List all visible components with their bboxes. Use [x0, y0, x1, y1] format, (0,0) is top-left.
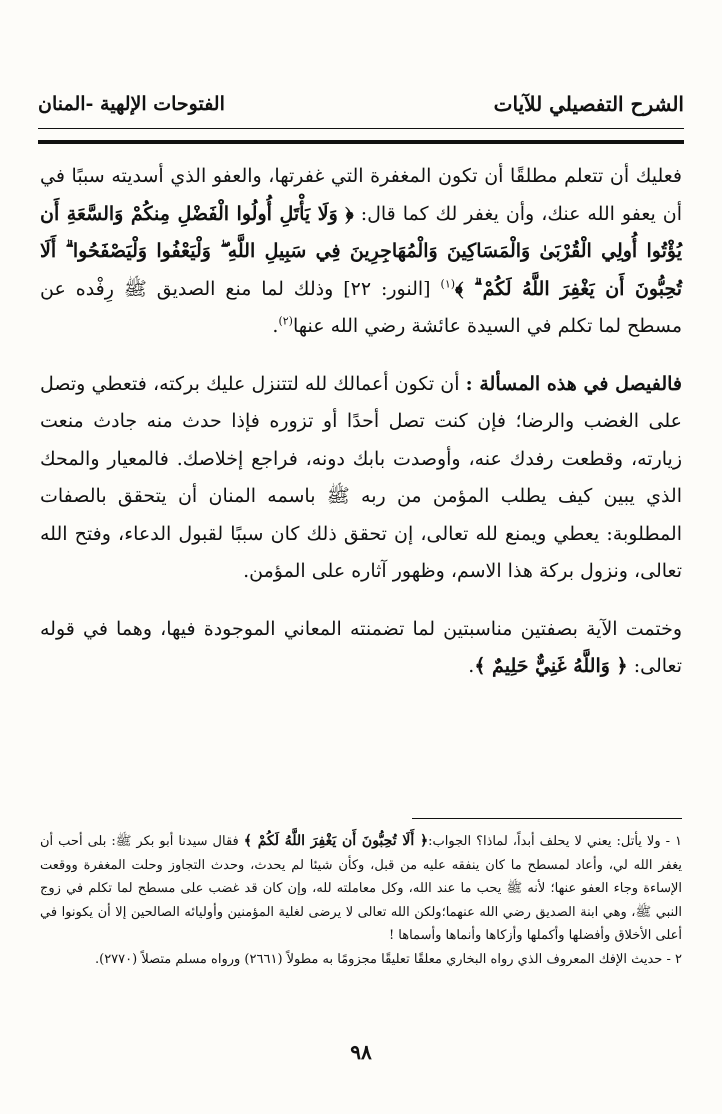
header-rule-thin	[38, 128, 684, 129]
paragraph-2-text: أن تكون أعمالك لله لتتنزل عليك بركته، فتعطي وتصل على الغضب والرضا؛ فإن كنت تصل أحدًا أو تزوره فإذا حدث منه جادث منعت زيارته، وقطعت رفدك عنه، وأوصدت بابك دونه، فراجع إخلاصك. فالمعيار والمحك الذي يبين كيف يطلب المؤمن من ربه ﷺ باسمه المنان أن يتحقق بالصفات المطلوبة: يعطي ويمنع لله تعالى، إن تحقق ذلك كان سببًا لقبول الدعاء، وفتح الله تعالى، ونزول بركة هذا الاسم، وظهور آثاره على المؤمن.	[40, 372, 682, 582]
paragraph-3-end: .	[468, 655, 475, 677]
footnote-separator	[412, 818, 682, 819]
main-text	[40, 158, 682, 686]
footnote-ref-2: (٢)	[278, 314, 293, 328]
quran-verse-2: ﴿ وَاللَّهُ غَنِيٌّ حَلِيمٌ ﴾	[474, 655, 628, 677]
quran-verse-1: ﴿ وَلَا يَأْتَلِ أُولُوا الْفَضْلِ مِنكُمْ وَالسَّعَةِ أَن يُؤْتُوا أُولِي الْقُرْبَىٰ وَالْمَسَاكِينَ وَالْمُهَاجِرِينَ فِي سَبِيلِ اللَّهِ ۖ وَلْيَعْفُوا وَلْيَصْفَحُوا ۗ أَلَا تُحِبُّونَ أَن يَغْفِرَ اللَّهُ لَكُمْ ۗ ﴾	[40, 202, 682, 300]
paragraph-2	[40, 366, 682, 591]
footnote-2: ٢ - حديث الإفك المعروف الذي رواه البخاري معلقًا تعليقًا مجزومًا به مطولاً (٢٦٦١) ورواه مسلم متصلاً (٢٧٧٠).	[94, 951, 682, 967]
paragraph-1-text-b: [النور: ٢٢] وذلك لما منع الصديق ﷺ رِفْده عن مسطح لما تكلم في السيدة عائشة رضي الله عنها	[40, 277, 682, 337]
paragraph-1	[40, 158, 682, 346]
footnote-1-text-a: ١ - ولا يأتل: يعني لا يحلف أبداً، لماذا؟ الجواب:	[428, 834, 682, 849]
paragraph-3	[40, 611, 682, 686]
paragraph-1-text-a: فعليك أن تتعلم مطلقًا أن تكون المغفرة التي غفرتها، والعفو الذي أسديته سببًا في أن يعفو الله عنك، وأن يغفر لك كما قال:	[40, 165, 682, 225]
footnote-ref-1: (١)	[440, 277, 456, 291]
paragraph-1-end: .	[272, 315, 279, 337]
header-rule-thick	[38, 140, 684, 144]
footnote-1-verse: ﴿ أَلَا تُحِبُّونَ أَن يَغْفِرَ اللَّهُ لَكُمْ ﴾	[243, 833, 429, 849]
paragraph-3-text: وختمت الآية بصفتين مناسبتين لما تضمنته المعاني الموجودة فيها، وهما في قوله تعالى:	[40, 617, 682, 677]
book-title: الفتوحات الإلهية -المنان	[38, 93, 225, 115]
page-number: ٩٨	[350, 1040, 372, 1064]
footnote-1-text-b: فقال سيدنا أبو بكر ﷺ: بلى أحب أن يغفر الله لي، وأعاد لمسطح ما كان ينفقه عليه من قبل، وكأن شيئا لم يحدث، وحدث التجاوز وحلت المغفرة ووقعت الإساءة وجاء العفو عنها؛ لأنه ﷺ يحب ما عند الله، وكل معاملته لله، وإن كان قد غضب على مسطح لما تكلم في زوج النبي ﷺ، وهي ابنة الصديق رضي الله عنهما؛ولكن الله تعالى لا يرضى لغلية المؤمنين وأوليائه الصالحين إلا أن يكونوا في أعلى الأخلاق وأفضلها وأكملها وأزكاها وأنماها وأسماها !	[40, 834, 682, 943]
page-header	[38, 86, 684, 122]
footnotes	[40, 830, 682, 971]
chapter-title: الشرح التفصيلي للآيات	[493, 92, 684, 116]
footnote-1	[40, 830, 682, 948]
paragraph-2-lead: فالفيصل في هذه المسألة :	[465, 372, 682, 395]
